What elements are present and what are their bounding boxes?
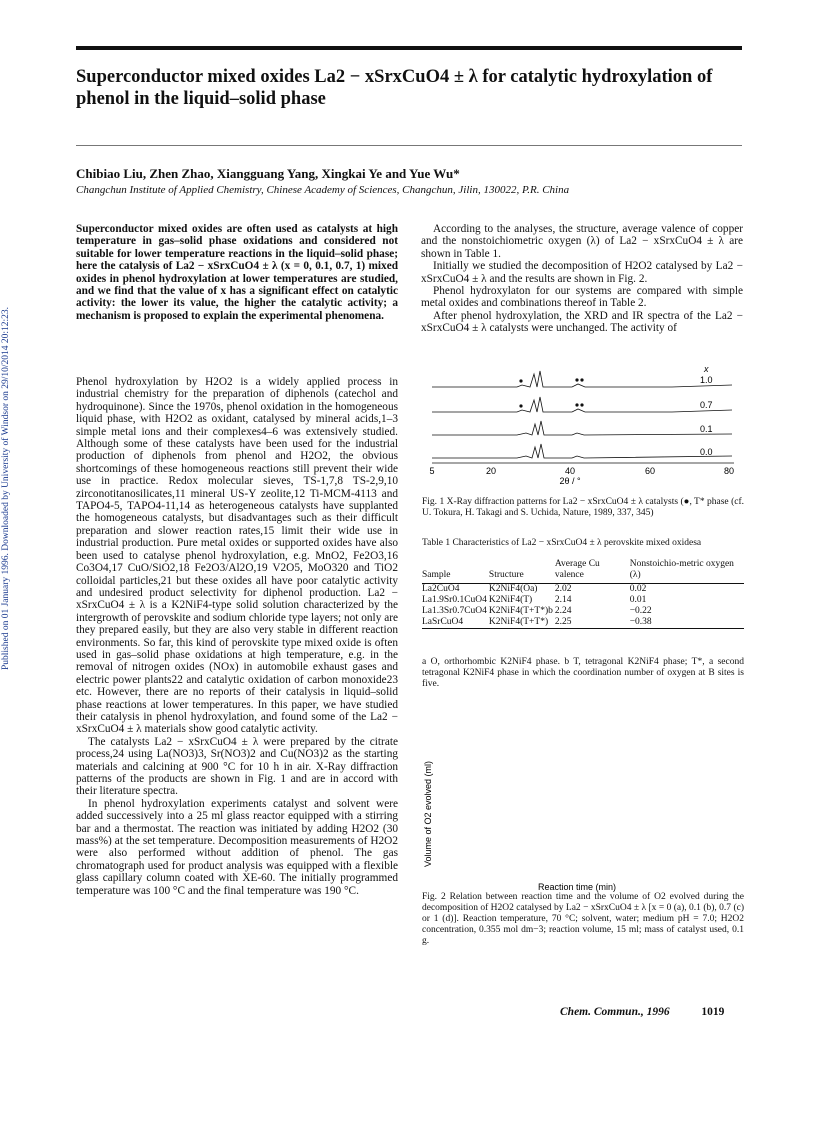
paragraph: Phenol hydroxylation by H2O2 is a widely applied process in industrial chemistry for the preparation of diphenols (catechol and hydroquinone). Since the 1970s, phenol oxidation in the homogeneous liquid phase, with H2O2 as oxidant, catalysed by mineral acids,1–3 simple metal ions and their complexes4–6 was extensively studied. Although some of these catalysts have been used for the industrial production of diphenols from phenol and H2O2, the obvious shortcomings of these homogeneous reactions still prevent their wide use in practice. Redox molecular sieves, TS-1,7,8 TS-2,9,10 zirconotitanosilicates,11 mineral US-Y zeolite,12 Ti-MCM-4113 and TAPO4-5, TAPO4-11,14 as heterogeneous catalysts have supplanted the homogeneous catalysts, but disadvantages such as their difficult preparation and slower reaction rates,15 limit their wide use in industrial production. Pure metal oxides or supported oxides have also been used to catalyse phenol hydroxylation, e.g. MnO2, Fe2O3,16 Co3O4,17 CuO/SiO2,18 Fe2O3/Al2O,19 V2O5, MoO320 and TiO2 colloidal particles,21 but these oxides all have poor catalytic activity and undesired product selectivity for diphenol production. La2 − xSrxCuO4 ± λ is a K2NiF4-type solid solution characterized by the intergrowth of perovskite and sodium chloride type layers; not only are they prepared easily, but they are also very stable in different reaction environments. So far, this kind of perovskite type mixed oxide is often used in gas–solid phase oxidations at high temperature, e.g. in the removal of nitrogen oxides (NOx) in automobile exhaust gases and electric power plants22 and catalytic oxidation of carbon monoxide23 etc. However, there are no reports of their catalysis in liquid–solid phase reactions at lower temperatures. In this paper, we have studied their catalysis in phenol hydroxylation, and found some of the La2 − xSrxCuO4 ± λ materials show good catalytic activity. xyxy=(76,376,398,736)
cell: La2CuO4 xyxy=(422,584,460,594)
cell: 0.02 xyxy=(629,584,647,594)
table-1-note: a O, orthorhombic K2NiF4 phase. b T, tetragonal K2NiF4 phase; T*, a second tetragonal K2NiF4 phase in which the coordination number of oxygen at B sites is five. xyxy=(422,657,744,689)
cell: LaSrCuO4 xyxy=(422,617,464,627)
cell: K2NiF4(Oa) xyxy=(488,584,538,594)
column-header: Structure xyxy=(489,559,555,584)
paragraph: In phenol hydroxylation experiments catalyst and solvent were added successively into a 25 ml glass reactor equipped with a stirring bar and a thermostat. The reaction was initiated by adding H2O2 (30 mass%) at the set temperature. Decomposition measurements of H2O2 were also performed without addition of phenol. The gas chromatograph used for product analysis was equipped with a flexible glass capillary column coated with XE-60. The initially programmed temperature was 100 °C and the final temperature was 190 °C. xyxy=(76,797,398,897)
table-row xyxy=(422,595,744,606)
table-row xyxy=(422,584,744,596)
paragraph: Initially we studied the decomposition of H2O2 catalysed by La2 − xSrxCuO4 ± λ and the results are shown in Fig. 2. xyxy=(421,260,743,285)
tick-label: 80 xyxy=(723,466,735,476)
trace-label: 0.7 xyxy=(700,400,713,410)
cell: 0.01 xyxy=(629,595,647,605)
title-rule xyxy=(76,145,742,146)
xrd-figure xyxy=(422,360,744,485)
x-axis-label: Reaction time (min) xyxy=(537,882,617,892)
column-header: Sample xyxy=(422,559,489,584)
authors: Chibiao Liu, Zhen Zhao, Xiangguang Yang, Xingkai Ye and Yue Wu* xyxy=(76,166,460,181)
tick-label: 40 xyxy=(564,466,576,476)
cell: K2NiF4(T+T*) xyxy=(488,617,549,627)
tick-label: 60 xyxy=(644,466,656,476)
x-axis-label: 2θ / ° xyxy=(559,476,581,485)
paper-title: Superconductor mixed oxides La2 − xSrxCuO4 ± λ for catalytic hydroxylation of phenol in the liquid–solid phase xyxy=(76,67,713,109)
trace-label: 1.0 xyxy=(700,375,713,385)
top-rule xyxy=(76,46,742,50)
column-header: Average Cu valence xyxy=(555,559,630,584)
tick-label: 20 xyxy=(485,466,497,476)
cell: 2.24 xyxy=(554,606,572,616)
affiliation: Changchun Institute of Applied Chemistry, Chinese Academy of Sciences, Changchun, Jilin, 130022, P.R. China xyxy=(76,184,570,196)
right-body xyxy=(421,223,743,335)
table-row xyxy=(422,606,744,617)
y-axis-label: Volume of O2 evolved (ml) xyxy=(423,760,433,868)
cell: K2NiF4(T+T*)b xyxy=(488,606,553,616)
table-1 xyxy=(422,559,744,629)
left-body xyxy=(76,376,398,897)
page-number: 1019 xyxy=(701,1006,725,1018)
table-row xyxy=(422,617,744,629)
paragraph: Phenol hydroxylaton for our systems are compared with simple metal oxides and combinations thereof in Table 2. xyxy=(421,285,743,310)
cell: 2.25 xyxy=(554,617,572,627)
cell: La1.9Sr0.1CuO4 xyxy=(422,595,487,605)
figure-2-caption: Fig. 2 Relation between reaction time and the volume of O2 evolved during the decomposition of H2O2 catalysed by La2 − xSrxCuO4 ± λ [x = 0 (a), 0.1 (b), 0.7 (c) or 1 (d)]. Reaction temperature, 70 °C; solvent, water; medium pH = 7.0; H2O2 concentration, 0.355 mol dm−3; reaction volume, 15 ml; mass of catalyst used, 0.1 g. xyxy=(422,892,744,946)
paragraph: According to the analyses, the structure, average valence of copper and the nonstoichiometric oxygen (λ) of La2 − xSrxCuO4 ± λ are shown in Table 1. xyxy=(421,223,743,260)
cell: K2NiF4(T) xyxy=(488,595,533,605)
cell: −0.22 xyxy=(629,606,652,616)
journal-citation: Chem. Commun., 1996 xyxy=(560,1006,670,1018)
cell: 2.02 xyxy=(554,584,572,594)
cell: 2.14 xyxy=(554,595,572,605)
paragraph: The catalysts La2 − xSrxCuO4 ± λ were prepared by the citrate process,24 using La(NO3)3, Sr(NO3)2 and Cu(NO3)2 as the starting materials and calcining at 900 °C for 10 h in air. X-Ray diffraction patterns of the products are shown in Fig. 1 and are in accord with their literature spectra. xyxy=(76,735,398,798)
download-notice: Published on 01 January 1996. Downloaded by University of Windsor on 29/10/2014 20:12:23. xyxy=(1,306,11,670)
abstract: Superconductor mixed oxides are often used as catalysts at high temperature in gas–solid phase oxidations and considered not suitable for lower temperature reactions in the liquid–solid phase; here the catalysis of La2 − xSrxCuO4 ± λ (x = 0, 0.1, 0.7, 1) mixed oxides in phenol hydroxylation at lower temperatures are studied, and we find that the value of x has a significant effect on catalytic activity: the lower its value, the higher the catalytic activity; a mechanism is proposed to explain the experimental phenomena. xyxy=(76,223,398,322)
legend-title: x xyxy=(704,364,709,374)
paragraph: After phenol hydroxylation, the XRD and IR spectra of the La2 − xSrxCuO4 ± λ catalysts were unchanged. The activity of xyxy=(421,309,743,335)
o2-evolution-chart xyxy=(422,742,742,892)
column-header: Nonstoichio-metric oxygen (λ) xyxy=(630,559,744,584)
trace-label: 0.0 xyxy=(700,447,713,457)
page-footer xyxy=(560,1006,724,1018)
table-1-title: Table 1 Characteristics of La2 − xSrxCuO4 ± λ perovskite mixed oxidesa xyxy=(422,538,702,548)
figure-1-caption: Fig. 1 X-Ray diffraction patterns for La2 − xSrxCuO4 ± λ catalysts (●, T* phase (cf. U. Tokura, H. Takagi and S. Uchida, Nature, 1989, 337, 345) xyxy=(422,497,744,518)
tick-label: 5 xyxy=(429,466,435,476)
cell: La1.3Sr0.7CuO4 xyxy=(422,606,487,616)
trace-label: 0.1 xyxy=(700,424,713,434)
cell: −0.38 xyxy=(629,617,652,627)
